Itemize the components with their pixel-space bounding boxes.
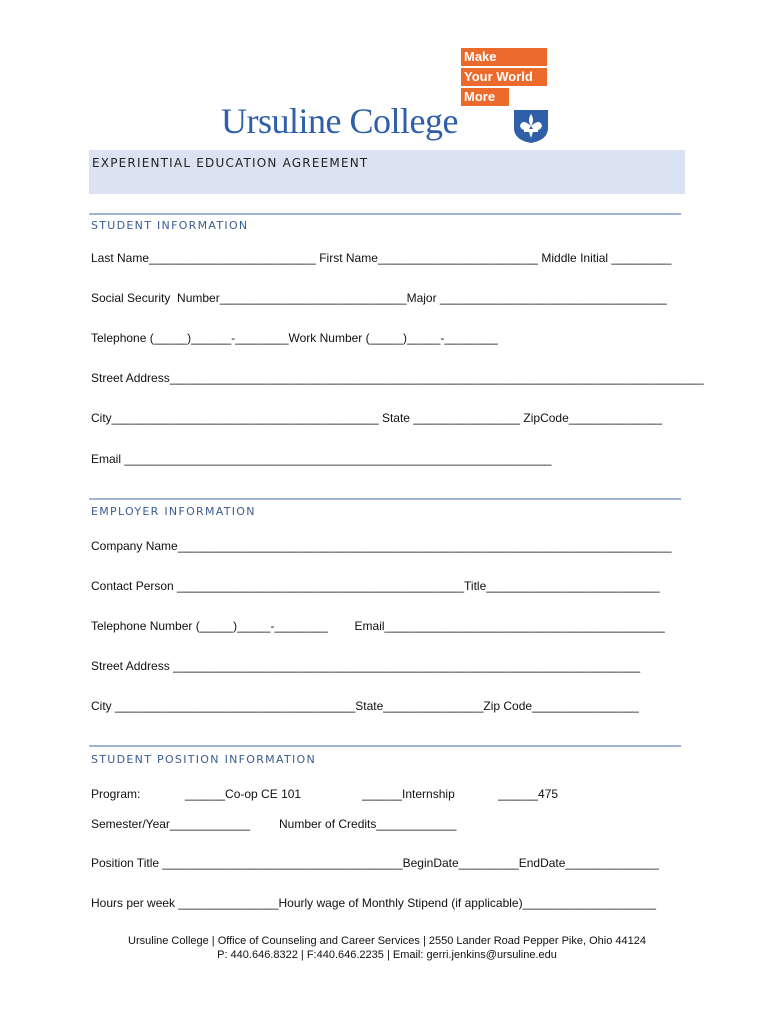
employer-contact-line[interactable]: Contact Person ___________________________________________Title__________________________ xyxy=(91,579,660,593)
position-section-rule xyxy=(89,745,681,747)
program-option-internship[interactable]: ______Internship xyxy=(362,787,455,801)
fleur-de-lis-shield-icon xyxy=(512,108,550,144)
footer-address: Ursuline College | Office of Counseling and Career Services | 2550 Lander Road Pepper Pike, Ohio 44124 xyxy=(128,935,646,947)
student-telephone-line[interactable]: Telephone (_____)______-________Work Number (_____)_____-________ xyxy=(91,331,498,345)
position-section-heading: STUDENT POSITION INFORMATION xyxy=(91,753,316,766)
logo-tag-line-3: More xyxy=(461,88,509,106)
employer-section-rule xyxy=(89,498,681,500)
student-section-rule xyxy=(89,213,681,215)
footer-contact: P: 440.646.8322 | F:440.646.2235 | Email: gerri.jenkins@ursuline.edu xyxy=(217,949,557,961)
student-name-line[interactable]: Last Name_________________________ First Name________________________ Middle Initial _________ xyxy=(91,251,672,265)
student-street-line[interactable]: Street Address________________________________________________________________________________ xyxy=(91,371,704,385)
position-title-line[interactable]: Position Title ____________________________________BeginDate_________EndDate______________ xyxy=(91,856,659,870)
employer-section-heading: EMPLOYER INFORMATION xyxy=(91,505,256,518)
student-section-heading: STUDENT INFORMATION xyxy=(91,219,249,232)
employer-city-line[interactable]: City ____________________________________State_______________Zip Code________________ xyxy=(91,699,639,713)
hours-wage-line[interactable]: Hours per week _______________Hourly wage of Monthly Stipend (if applicable)____________________ xyxy=(91,896,657,910)
employer-company-line[interactable]: Company Name__________________________________________________________________________ xyxy=(91,539,672,553)
student-ssn-major-line[interactable]: Social Security Number____________________________Major __________________________________ xyxy=(91,291,667,305)
employer-telephone-line[interactable]: Telephone Number (_____)_____-________ Email__________________________________________ xyxy=(91,619,665,633)
program-option-475[interactable]: ______475 xyxy=(498,787,559,801)
logo-tag-line-2: Your World xyxy=(461,68,547,86)
program-label: Program: xyxy=(91,787,141,801)
semester-year-field[interactable]: Semester/Year____________ xyxy=(91,817,251,831)
form-title: EXPERIENTIAL EDUCATION AGREEMENT xyxy=(92,156,369,170)
student-email-line[interactable]: Email ________________________________________________________________ xyxy=(91,452,552,466)
number-of-credits-field[interactable]: Number of Credits____________ xyxy=(279,817,457,831)
employer-street-line[interactable]: Street Address ______________________________________________________________________ xyxy=(91,659,641,673)
program-option-coop[interactable]: ______Co-op CE 101 xyxy=(185,787,302,801)
logo-tag-line-1: Make xyxy=(461,48,547,66)
logo-wordmark: Ursuline College xyxy=(221,101,458,141)
student-city-line[interactable]: City________________________________________ State ________________ ZipCode______________ xyxy=(91,411,663,425)
